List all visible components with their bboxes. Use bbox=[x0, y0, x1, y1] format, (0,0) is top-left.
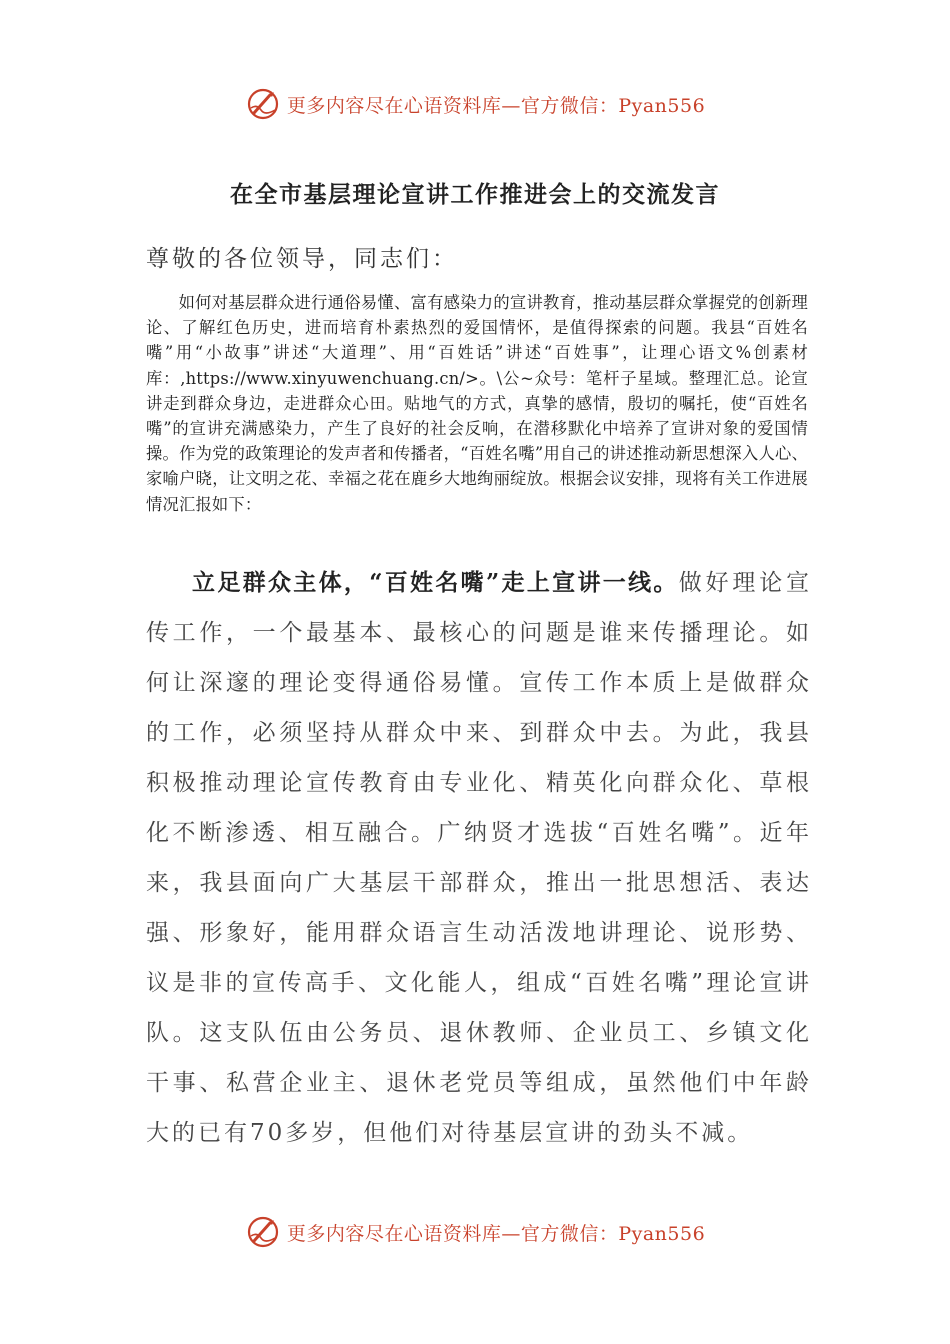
document-title: 在全市基层理论宣讲工作推进会上的交流发言 bbox=[230, 182, 720, 208]
pen-logo-icon bbox=[245, 86, 281, 122]
header-watermark bbox=[0, 84, 950, 124]
salutation: 尊敬的各位领导，同志们： bbox=[146, 246, 458, 272]
pen-logo-icon bbox=[245, 1214, 281, 1250]
footer-watermark bbox=[0, 1212, 950, 1252]
section-1-heading: 立足群众主体，“百姓名嘴”走上宣讲一线。 bbox=[192, 569, 679, 596]
watermark-text: 更多内容尽在心语资料库—官方微信：Pyan556 bbox=[286, 1222, 706, 1245]
watermark-text: 更多内容尽在心语资料库—官方微信：Pyan556 bbox=[286, 94, 706, 117]
section-1-text: 做好理论宣传工作，一个最基本、最核心的问题是谁来传播理论。如何让深邃的理论变得通俗易懂。宣传工作本质上是做群众的工作，必须坚持从群众中来、到群众中去。为此，我县积极推动理论宣传教育由专业化、精英化向群众化、草根化不断渗透、相互融合。广纳贤才选拔“百姓名嘴”。近年来，我县面向广大基层干部群众，推出一批思想活、表达强、形象好，能用群众语言生动活泼地讲理论、说形势、议是非的宣传高手、文化能人，组成“百姓名嘴”理论宣讲队。这支队伍由公务员、退休教师、企业员工、乡镇文化干事、私营企业主、退休老党员等组成，虽然他们中年龄大的已有70多岁，但他们对待基层宣讲的劲头不减。 bbox=[146, 570, 813, 1146]
section-1-paragraph bbox=[146, 558, 812, 1158]
intro-paragraph: 如何对基层群众进行通俗易懂、富有感染力的宣讲教育，推动基层群众掌握党的创新理论、了解红色历史，进而培育朴素热烈的爱国情怀，是值得探索的问题。我县“百姓名嘴”用“小故事”讲述“大道理”、用“百姓话”讲述“百姓事”，让理心语文%创素材库：,https://www.xinyuwenchuang.cn/>。\公~众号：笔杆子星域。整理汇总。论宣讲走到群众身边，走进群众心田。贴地气的方式，真挚的感情，殷切的嘱托，使“百姓名嘴”的宣讲充满感染力，产生了良好的社会反响，在潜移默化中培养了宣讲对象的爱国情操。作为党的政策理论的发声者和传播者，“百姓名嘴”用自己的讲述推动新思想深入人心、家喻户晓，让文明之花、幸福之花在鹿乡大地绚丽绽放。根据会议安排，现将有关工作进展情况汇报如下： bbox=[146, 293, 808, 514]
